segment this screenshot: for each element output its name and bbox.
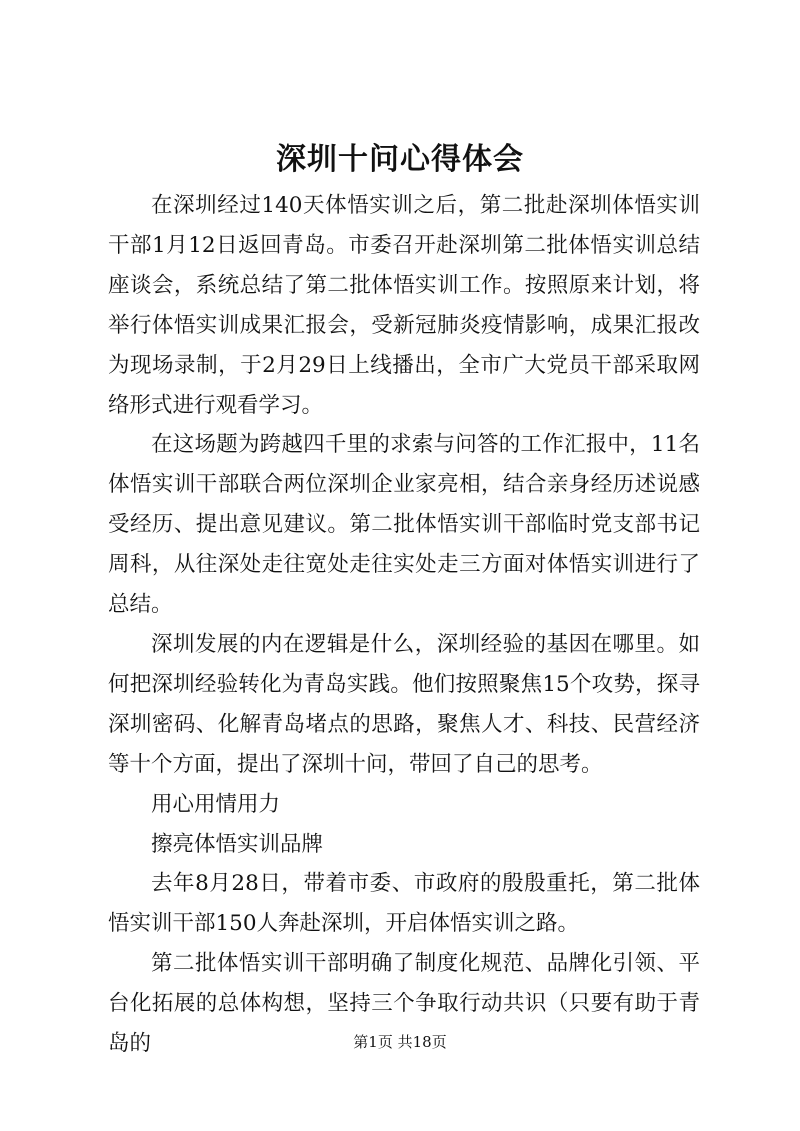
document-body	[108, 186, 700, 1064]
paragraph: 去年8月28日，带着市委、市政府的殷殷重托，第二批体悟实训干部150人奔赴深圳，开启体悟实训之路。	[108, 871, 700, 937]
paragraph: 深圳发展的内在逻辑是什么，深圳经验的基因在哪里。如何把深圳经验转化为青岛实践。他们按照聚焦15个攻势，探寻深圳密码、化解青岛堵点的思路，聚焦人才、科技、民营经济等十个方面，提出了深圳十问，带回了自己的思考。	[108, 631, 700, 777]
paragraph: 在这场题为跨越四千里的求索与问答的工作汇报中，11名体悟实训干部联合两位深圳企业家亮相，结合亲身经历述说感受经历、提出意见建议。第二批体悟实训干部临时党支部书记周科，从往深处走往宽处走往实处走三方面对体悟实训进行了总结。	[108, 432, 700, 618]
paragraph: 在深圳经过140天体悟实训之后，第二批赴深圳体悟实训干部1月12日返回青岛。市委召开赴深圳第二批体悟实训总结座谈会，系统总结了第二批体悟实训工作。按照原来计划，将举行体悟实训成果汇报会，受新冠肺炎疫情影响，成果汇报改为现场录制，于2月29日上线播出，全市广大党员干部采取网络形式进行观看学习。	[108, 193, 700, 418]
section-heading: 擦亮体悟实训品牌	[151, 831, 324, 857]
section-heading: 用心用情用力	[151, 791, 281, 817]
paragraph: 第二批体悟实训干部明确了制度化规范、品牌化引领、平台化拓展的总体构想，坚持三个争取行动共识（只要有助于青岛的	[108, 951, 700, 1057]
page-number-footer: 第1页 共18页	[353, 1033, 447, 1051]
document-title: 深圳十问心得体会	[276, 142, 524, 177]
